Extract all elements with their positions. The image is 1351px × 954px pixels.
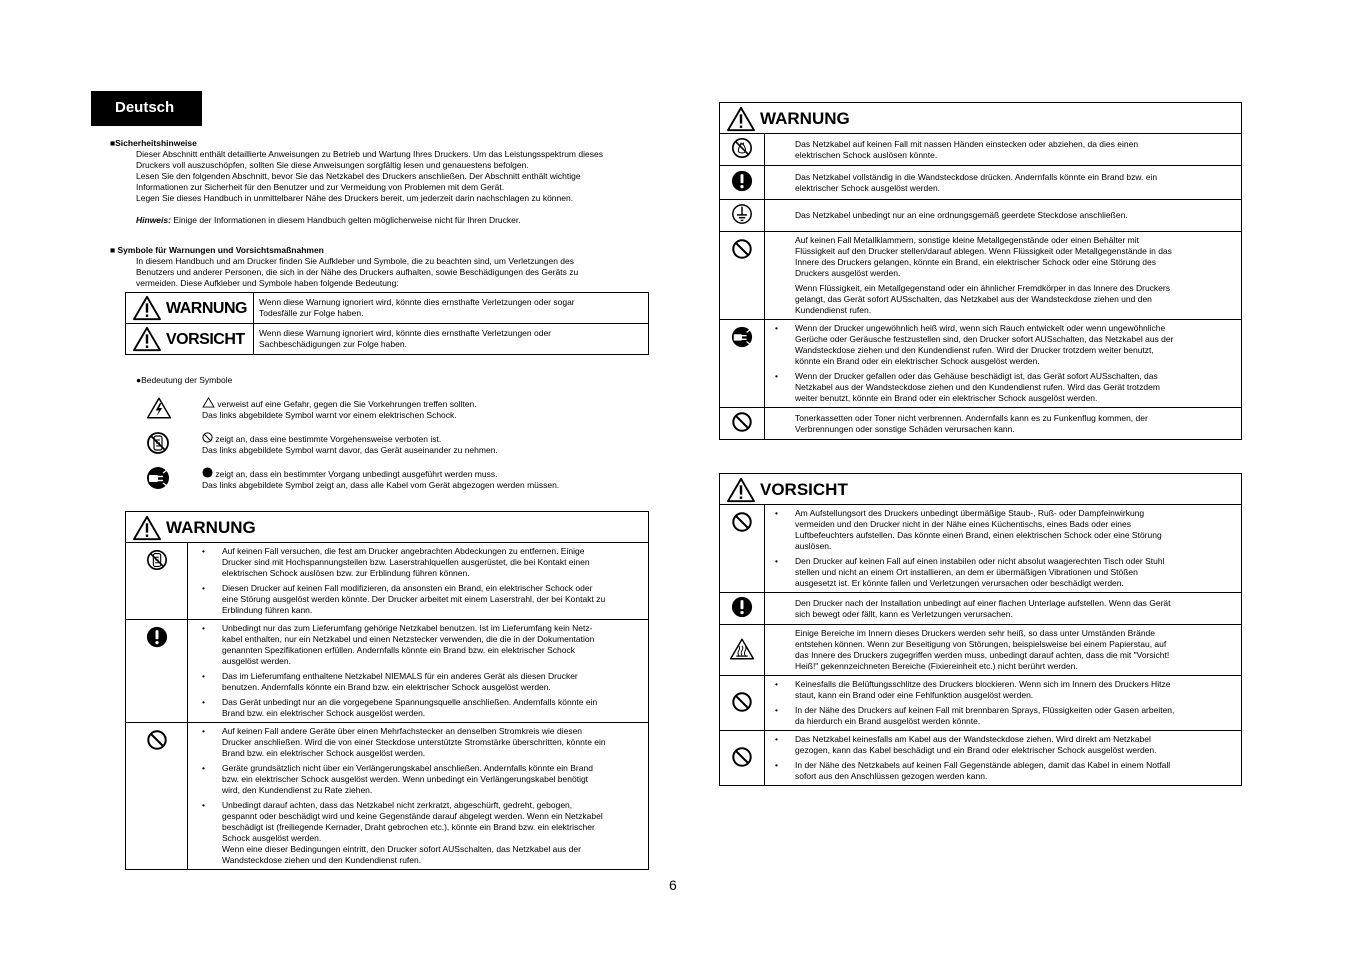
warning-row: Auf keinen Fall Metallklammern, sonstige kleine Metallgegenstände oder einen Behälter mit Flüssigkeit auf den Drucker stellen/darauf ablegen. Wenn Flüssigkeit oder Metallgegenstände in das Innere des Druckers gelangen, könnte ein Brand, ein elektrischer Schock oder eine Störung des Druckers ausgelöst werden. Wenn Flüssigkeit, ein Metallgegenstand oder ein ähnlicher Fremdkörper in das Innere des Druckers gelangt, das Gerät sofort AUSschalten, das Netzkabel aus der Wandsteckdose ziehen und den Kundendienst rufen.: [720, 232, 1242, 320]
warning-item: • Auf keinen Fall andere Geräte über einen Mehrfachstecker an denselben Stromkreis wie diesen Drucker anschließen. Wird die von einer Steckdose unterstützte Stromstärke überschritten, könnte ein Brand bzw. ein elektrischer Schock ausgelöst werden.: [202, 726, 638, 759]
legend-row-warnung: [126, 293, 649, 324]
warning-triangle-icon: [726, 477, 756, 503]
symbols-text: [136, 256, 671, 289]
caution-row: [720, 505, 1242, 593]
legend-label: VORSICHT: [166, 330, 245, 348]
warning-triangle-icon: [132, 295, 162, 321]
symbols-line: In diesem Handbuch und am Drucker finden Sie Aufkleber und Symbole, die zu beachten sind, um Verletzungen des: [136, 256, 575, 266]
warning-item: • Das Gerät unbedingt nur an die vorgegebene Spannungsquelle anschließen. Andernfalls könnte ein Brand bzw. ein elektrischer Schock ausgelöst werden.: [202, 697, 638, 719]
unplug-icon: [731, 326, 753, 348]
warning-row: Tonerkassetten oder Toner nicht verbrennen. Andernfalls kann es zu Funkenflug kommen, der Verbrennungen oder sonstige Schäden verursachen kann.: [720, 408, 1242, 440]
hint-text: Einige der Informationen in diesem Handbuch gelten möglicherweise nicht für Ihren Drucker.: [173, 215, 521, 225]
safety-line: Dieser Abschnitt enthält detaillierte Anweisungen zu Betrieb und Wartung Ihres Druckers. Um das Leistungsspektrum dieses: [136, 149, 603, 159]
caution-item: • In der Nähe des Druckers auf keinen Fall mit brennbaren Sprays, Flüssigkeiten oder Gasen arbeiten, da hierdurch ein Brand ausgelöst werden könnte.: [775, 705, 1231, 727]
no-disassembly-icon: [146, 431, 170, 455]
warning-row: [720, 320, 1242, 408]
warning-triangle-icon: [132, 515, 162, 541]
safety-line: Informationen zur Sicherheit für den Benutzer und zur Vermeidung von Problemen mit dem Gerät.: [136, 182, 505, 192]
safety-line: Lesen Sie den folgenden Abschnitt, bevor Sie das Netzkabel des Druckers anschließen. Der Abschnitt enthält wichtige: [136, 171, 581, 181]
page-number: 6: [669, 877, 677, 893]
no-disassembly-icon: [146, 549, 168, 571]
prohibition-icon: [731, 746, 753, 768]
warning-triangle-icon: [132, 326, 162, 352]
prohibition-icon: [731, 511, 753, 533]
language-tab: Deutsch: [91, 91, 202, 126]
caution-item: • In der Nähe des Netzkabels auf keinen Fall Gegenstände ablegen, damit das Kabel in einem Notfall sofort aus den Anschlüssen gezogen werden kann.: [775, 760, 1231, 782]
caution-item: • Am Aufstellungsort des Druckers unbedingt übermäßige Staub-, Ruß- oder Dampfeinwirkung vermeiden und den Drucker nicht in der Nähe eines Küchentischs, eines Bads oder eines Luftbefeuchters aufstellen. Das könnte einen Brand, einen elektrischen Schock oder eine Störung auslösen.: [775, 508, 1231, 552]
hot-surface-icon: [729, 637, 755, 661]
warning-table-left: [125, 511, 649, 870]
hint-note: [136, 215, 671, 226]
legend-label: WARNUNG: [166, 299, 247, 317]
prohibition-icon: [731, 238, 753, 260]
warning-item: • Diesen Drucker auf keinen Fall modifizieren, da ansonsten ein Brand, ein elektrischer Schock oder eine Störung ausgelöst werden könnte. Der Drucker arbeitet mit einem Laserstrahl, der bei Kontakt zu Erblindung führen kann.: [202, 583, 638, 616]
prohibition-icon: [146, 729, 168, 751]
warning-item: • Auf keinen Fall versuchen, die fest am Drucker angebrachten Abdeckungen zu entfernen. Einige Drucker sind mit Hochspannungsteilen bzw. Laserstrahlquellen ausgerüstet, die bei Kontakt einen elektrischen Schock auslösen bzw. zur Erblindung führen können.: [202, 546, 638, 579]
mandatory-action-icon: [731, 596, 753, 618]
warning-item: • Unbedingt nur das zum Lieferumfang gehörige Netzkabel benutzen. Ist im Lieferumfang kein Netz- kabel enthalten, nur ein Netzkabel und einen Netzstecker verwenden, die die in der Dokumentation genannten Spezifikationen erfüllen. Andernfalls könnte ein Brand bzw. ein elektrischer Schock ausgelöst werden.: [202, 623, 638, 667]
legend-text: Wenn diese Warnung ignoriert wird, könnte dies ernsthafte Verletzungen oder: [259, 328, 552, 338]
mandatory-action-icon: [731, 170, 753, 192]
safety-line: Druckers voll auszuschöpfen, sollten Sie diese Anweisungen sorgfältig lesen und genauestens befolgen.: [136, 160, 529, 170]
legend-text: Wenn diese Warnung ignoriert wird, könnte dies ernsthafte Verletzungen oder sogar: [259, 297, 575, 307]
symbol-meaning-text: Das links abgebildete Symbol zeigt an, dass alle Kabel vom Gerät abgezogen werden müssen.: [202, 480, 560, 490]
electric-shock-icon: [146, 396, 172, 420]
left-column: [91, 91, 671, 870]
caution-item: • Den Drucker auf keinen Fall auf einen instabilen oder nicht absolut waagerechten Tisch oder Stuhl stellen und nicht an einem Ort installieren, an dem er übermäßigen Vibrationen und Stößen ausgesetzt ist. Er könnte fallen und Verletzungen verursachen oder beschädigt werden.: [775, 556, 1231, 589]
caution-row: [720, 676, 1242, 731]
prohibition-icon: [731, 411, 753, 433]
hint-label: Hinweis:: [136, 215, 171, 225]
warning-heading: WARNUNG: [760, 109, 850, 128]
caution-row: Einige Bereiche im Innern dieses Druckers werden sehr heiß, so dass unter Umständen Brände entstehen können. Wenn zur Beseitigung von Störungen, beispielsweise bei einem Papierstau, auf das Innere des Druckers zugegriffen werden muss, unbedingt darauf achten, dass die mit "Vorsicht! Heiß!" gekennzeichneten Bereiche (Fixiereinheit etc.) nicht berührt werden.: [720, 625, 1242, 676]
symbols-line: Benutzers und anderer Personen, die sich in der Nähe des Druckers aufhalten, sowie Beschädigungen des Geräts zu: [136, 267, 579, 277]
signal-word-legend: [125, 292, 649, 355]
earth-ground-icon: [731, 203, 753, 225]
caution-row: [720, 731, 1242, 786]
warning-row: [126, 620, 649, 723]
legend-row-vorsicht: [126, 324, 649, 355]
symbols-line: vermeiden. Diese Aufkleber und Symbole haben folgende Bedeutung:: [136, 278, 399, 288]
symbol-meaning-row: [146, 396, 671, 423]
warning-item: • Unbedingt darauf achten, dass das Netzkabel nicht zerkratzt, abgeschürft, gedreht, gebogen, gespannt oder beschädigt wird und keine Gegenstände darauf abgelegt werden. Wenn ein Netzkabel beschädigt ist (freiliegende Kernader, Draht gebrochen etc.), könnte ein Brand bzw. ein elektrischer Schock ausgelöst werden. Wenn eine dieser Bedingungen eintritt, den Drucker sofort AUSschalten, das Netzkabel aus der Wandsteckdose ziehen und den Kundendienst rufen.: [202, 800, 638, 866]
symbol-meaning-row: [146, 466, 671, 493]
right-column: [719, 102, 1242, 786]
caution-heading: VORSICHT: [760, 480, 848, 499]
symbol-meaning-text: Das links abgebildete Symbol warnt davor, das Gerät auseinander zu nehmen.: [202, 445, 498, 455]
no-wet-hands-icon: [731, 137, 753, 159]
warning-item: • Wenn der Drucker gefallen oder das Gehäuse beschädigt ist, das Gerät sofort AUSschalten, das Netzkabel aus der Wandsteckdose ziehen und den Kundendienst rufen. Wird das Gerät trotzdem weiter benutzt, könnte ein Brand oder ein elektrischer Schock ausgelöst werden.: [775, 371, 1231, 404]
prohibition-icon: [202, 432, 213, 443]
symbol-meaning-row: [146, 431, 671, 458]
safety-title: ■Sicherheitshinweise: [110, 138, 197, 148]
symbol-meaning-text: Das links abgebildete Symbol warnt vor einem elektrischen Schock.: [202, 410, 457, 420]
warning-table-right: [719, 102, 1242, 440]
warning-item: • Wenn der Drucker ungewöhnlich heiß wird, wenn sich Rauch entwickelt oder wenn ungewöhnliche Gerüche oder Geräusche festzustellen sind, den Drucker sofort AUSschalten, das Netzkabel aus der Wandsteckdose ziehen und den Kundendienst rufen. Wird der Drucker trotzdem weiter benutzt, könnte ein Brand oder ein elektrischer Schock ausgelöst werden.: [775, 323, 1231, 367]
warning-heading: WARNUNG: [166, 518, 256, 537]
safety-text: [136, 149, 671, 204]
mandatory-action-icon: [146, 626, 168, 648]
warning-row: [126, 543, 649, 620]
caution-item: • Keinesfalls die Belüftungsschlitze des Druckers blockieren. Wenn sich im Innern des Druckers Hitze staut, kann ein Brand oder eine Fehlfunktion ausgelöst werden.: [775, 679, 1231, 701]
warning-row: Das Netzkabel auf keinen Fall mit nassen Händen einstecken oder abziehen, da dies einen elektrischen Schock auslösen könnte.: [720, 134, 1242, 166]
symbol-meaning-text: zeigt an, dass ein bestimmter Vorgang unbedingt ausgeführt werden muss.: [215, 469, 498, 479]
warning-triangle-icon: [726, 106, 756, 132]
symbol-meaning-text: verweist auf eine Gefahr, gegen die Sie Vorkehrungen treffen sollten.: [217, 399, 477, 409]
caution-item: • Das Netzkabel keinesfalls am Kabel aus der Wandsteckdose ziehen. Wird direkt am Netzkabel gezogen, kann das Kabel beschädigt und ein Brand oder elektrischer Schock ausgelöst werden.: [775, 734, 1231, 756]
unplug-icon: [146, 466, 170, 490]
prohibition-icon: [731, 691, 753, 713]
caution-table: [719, 473, 1242, 786]
warning-item: • Das im Lieferumfang enthaltene Netzkabel NIEMALS für ein anderes Gerät als diesen Drucker benutzen. Andernfalls könnte ein Brand bzw. ein elektrischer Schock ausgelöst werden.: [202, 671, 638, 693]
symbols-title: ■ Symbole für Warnungen und Vorsichtsmaßnahmen: [110, 245, 324, 255]
warning-row: [126, 723, 649, 870]
safety-line: Legen Sie dieses Handbuch in unmittelbarer Nähe des Druckers bereit, um jederzeit darin nachschlagen zu können.: [136, 193, 574, 203]
triangle-icon: [202, 397, 215, 408]
mandatory-dot-icon: [202, 467, 213, 478]
warning-row: Das Netzkabel vollständig in die Wandsteckdose drücken. Andernfalls könnte ein Brand bzw. ein elektrischer Schock ausgelöst werden.: [720, 166, 1242, 200]
legend-text: Todesfälle zur Folge haben.: [259, 308, 364, 318]
symbol-meaning-title: ●Bedeutung der Symbole: [136, 375, 233, 385]
legend-text: Sachbeschädigungen zur Folge haben.: [259, 339, 407, 349]
symbol-meaning-text: zeigt an, dass eine bestimmte Vorgehensweise verboten ist.: [215, 434, 442, 444]
warning-row: Das Netzkabel unbedingt nur an eine ordnungsgemäß geerdete Steckdose anschließen.: [720, 200, 1242, 232]
caution-row: Den Drucker nach der Installation unbedingt auf einer flachen Unterlage aufstellen. Wenn das Gerät sich bewegt oder fällt, kann es Verletzungen verursachen.: [720, 593, 1242, 625]
warning-item: • Geräte grundsätzlich nicht über ein Verlängerungskabel anschließen. Andernfalls könnte ein Brand bzw. ein elektrischer Schock ausgelöst werden. Wenn unbedingt ein Verlängerungskabel benötigt wird, den Kundendienst zu Rate ziehen.: [202, 763, 638, 796]
